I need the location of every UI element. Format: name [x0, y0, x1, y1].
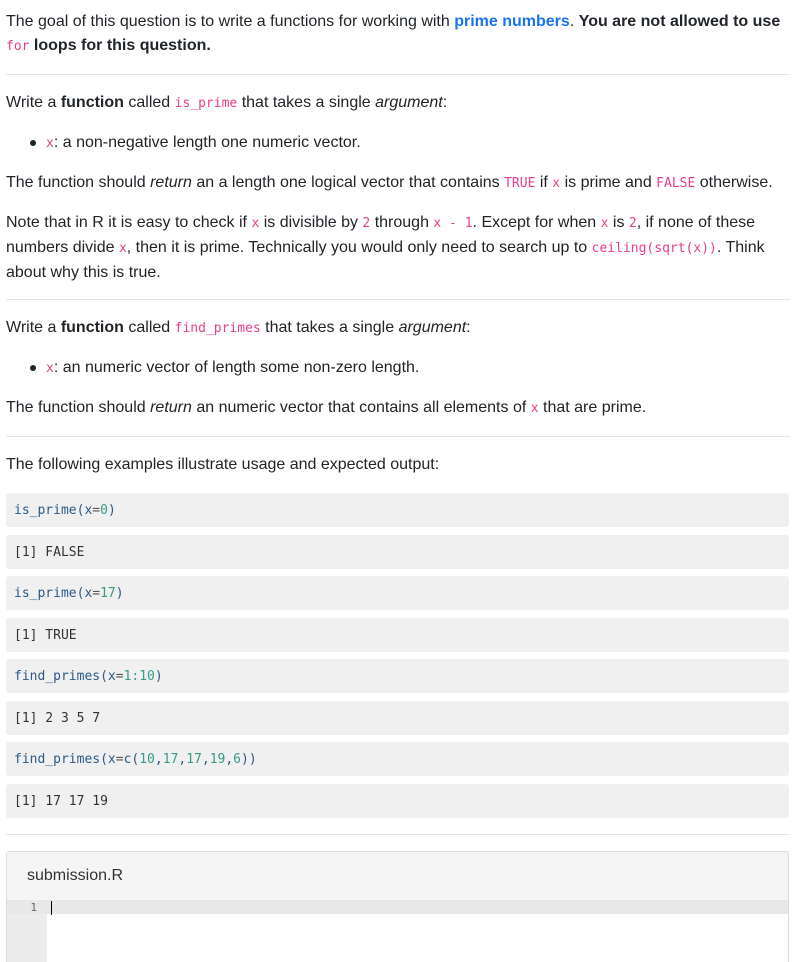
intro-bold-1: You are not allowed to use	[578, 13, 781, 30]
editor-filename-tab	[7, 852, 788, 900]
divider	[6, 834, 790, 835]
code-editor	[6, 851, 789, 962]
active-line	[7, 900, 788, 914]
divider	[6, 299, 790, 300]
divider	[6, 436, 790, 437]
is-prime-arg-list	[6, 131, 790, 156]
prime-numbers-link[interactable]: prime numbers	[454, 13, 570, 30]
example-output-1: [1] FALSE	[6, 535, 789, 569]
code-for: for	[6, 39, 30, 54]
is-prime-description: Write a function called is_prime that takes a single argument:	[6, 94, 448, 111]
is-prime-return: The function should return an a length one logical vector that contains TRUE if x is prime and FALSE otherwise.	[6, 174, 773, 191]
example-code-4: find_primes (x = c( 10 , 17 , 17 , 19 , 6 ))	[6, 742, 789, 776]
example-output-3: [1] 2 3 5 7	[6, 701, 789, 735]
intro-text: The goal of this question is to write a functions for working with	[6, 13, 455, 30]
editor-filename: submission.R	[27, 867, 124, 884]
is-prime-note: Note that in R it is easy to check if x is divisible by 2 through x - 1. Except for when x is 2, if none of these numbers divide x, then it is prime. Technically you would only need to search up to ceiling(sqrt(x)). Think about why this is true.	[6, 214, 765, 281]
is-prime-code: is_prime	[174, 96, 238, 111]
intro-bold-2: loops for this question.	[29, 37, 211, 54]
divider	[6, 74, 790, 75]
line-number: 1	[30, 901, 37, 914]
find-primes-return: The function should return an numeric vector that contains all elements of x that are prime.	[6, 399, 647, 416]
example-code-2: is_prime (x = 17 )	[6, 576, 789, 610]
text-cursor	[51, 901, 52, 915]
example-output-4: [1] 17 17 19	[6, 784, 789, 818]
example-code-3: find_primes (x = 1:10 )	[6, 659, 789, 693]
list-item: x: an numeric vector of length some non-zero length.	[6, 356, 790, 381]
editor-body[interactable]	[7, 900, 788, 962]
example-output-2: [1] TRUE	[6, 618, 789, 652]
list-item: x: a non-negative length one numeric vector.	[6, 131, 790, 156]
intro-text-2: .	[569, 13, 579, 30]
find-primes-description: Write a function called find_primes that takes a single argument:	[6, 319, 471, 336]
find-primes-arg-list	[6, 356, 790, 381]
examples-heading: The following examples illustrate usage and expected output:	[6, 456, 440, 473]
example-code-1: is_prime (x = 0 )	[6, 493, 789, 527]
find-primes-code: find_primes	[174, 321, 261, 336]
intro-paragraph	[6, 10, 790, 59]
